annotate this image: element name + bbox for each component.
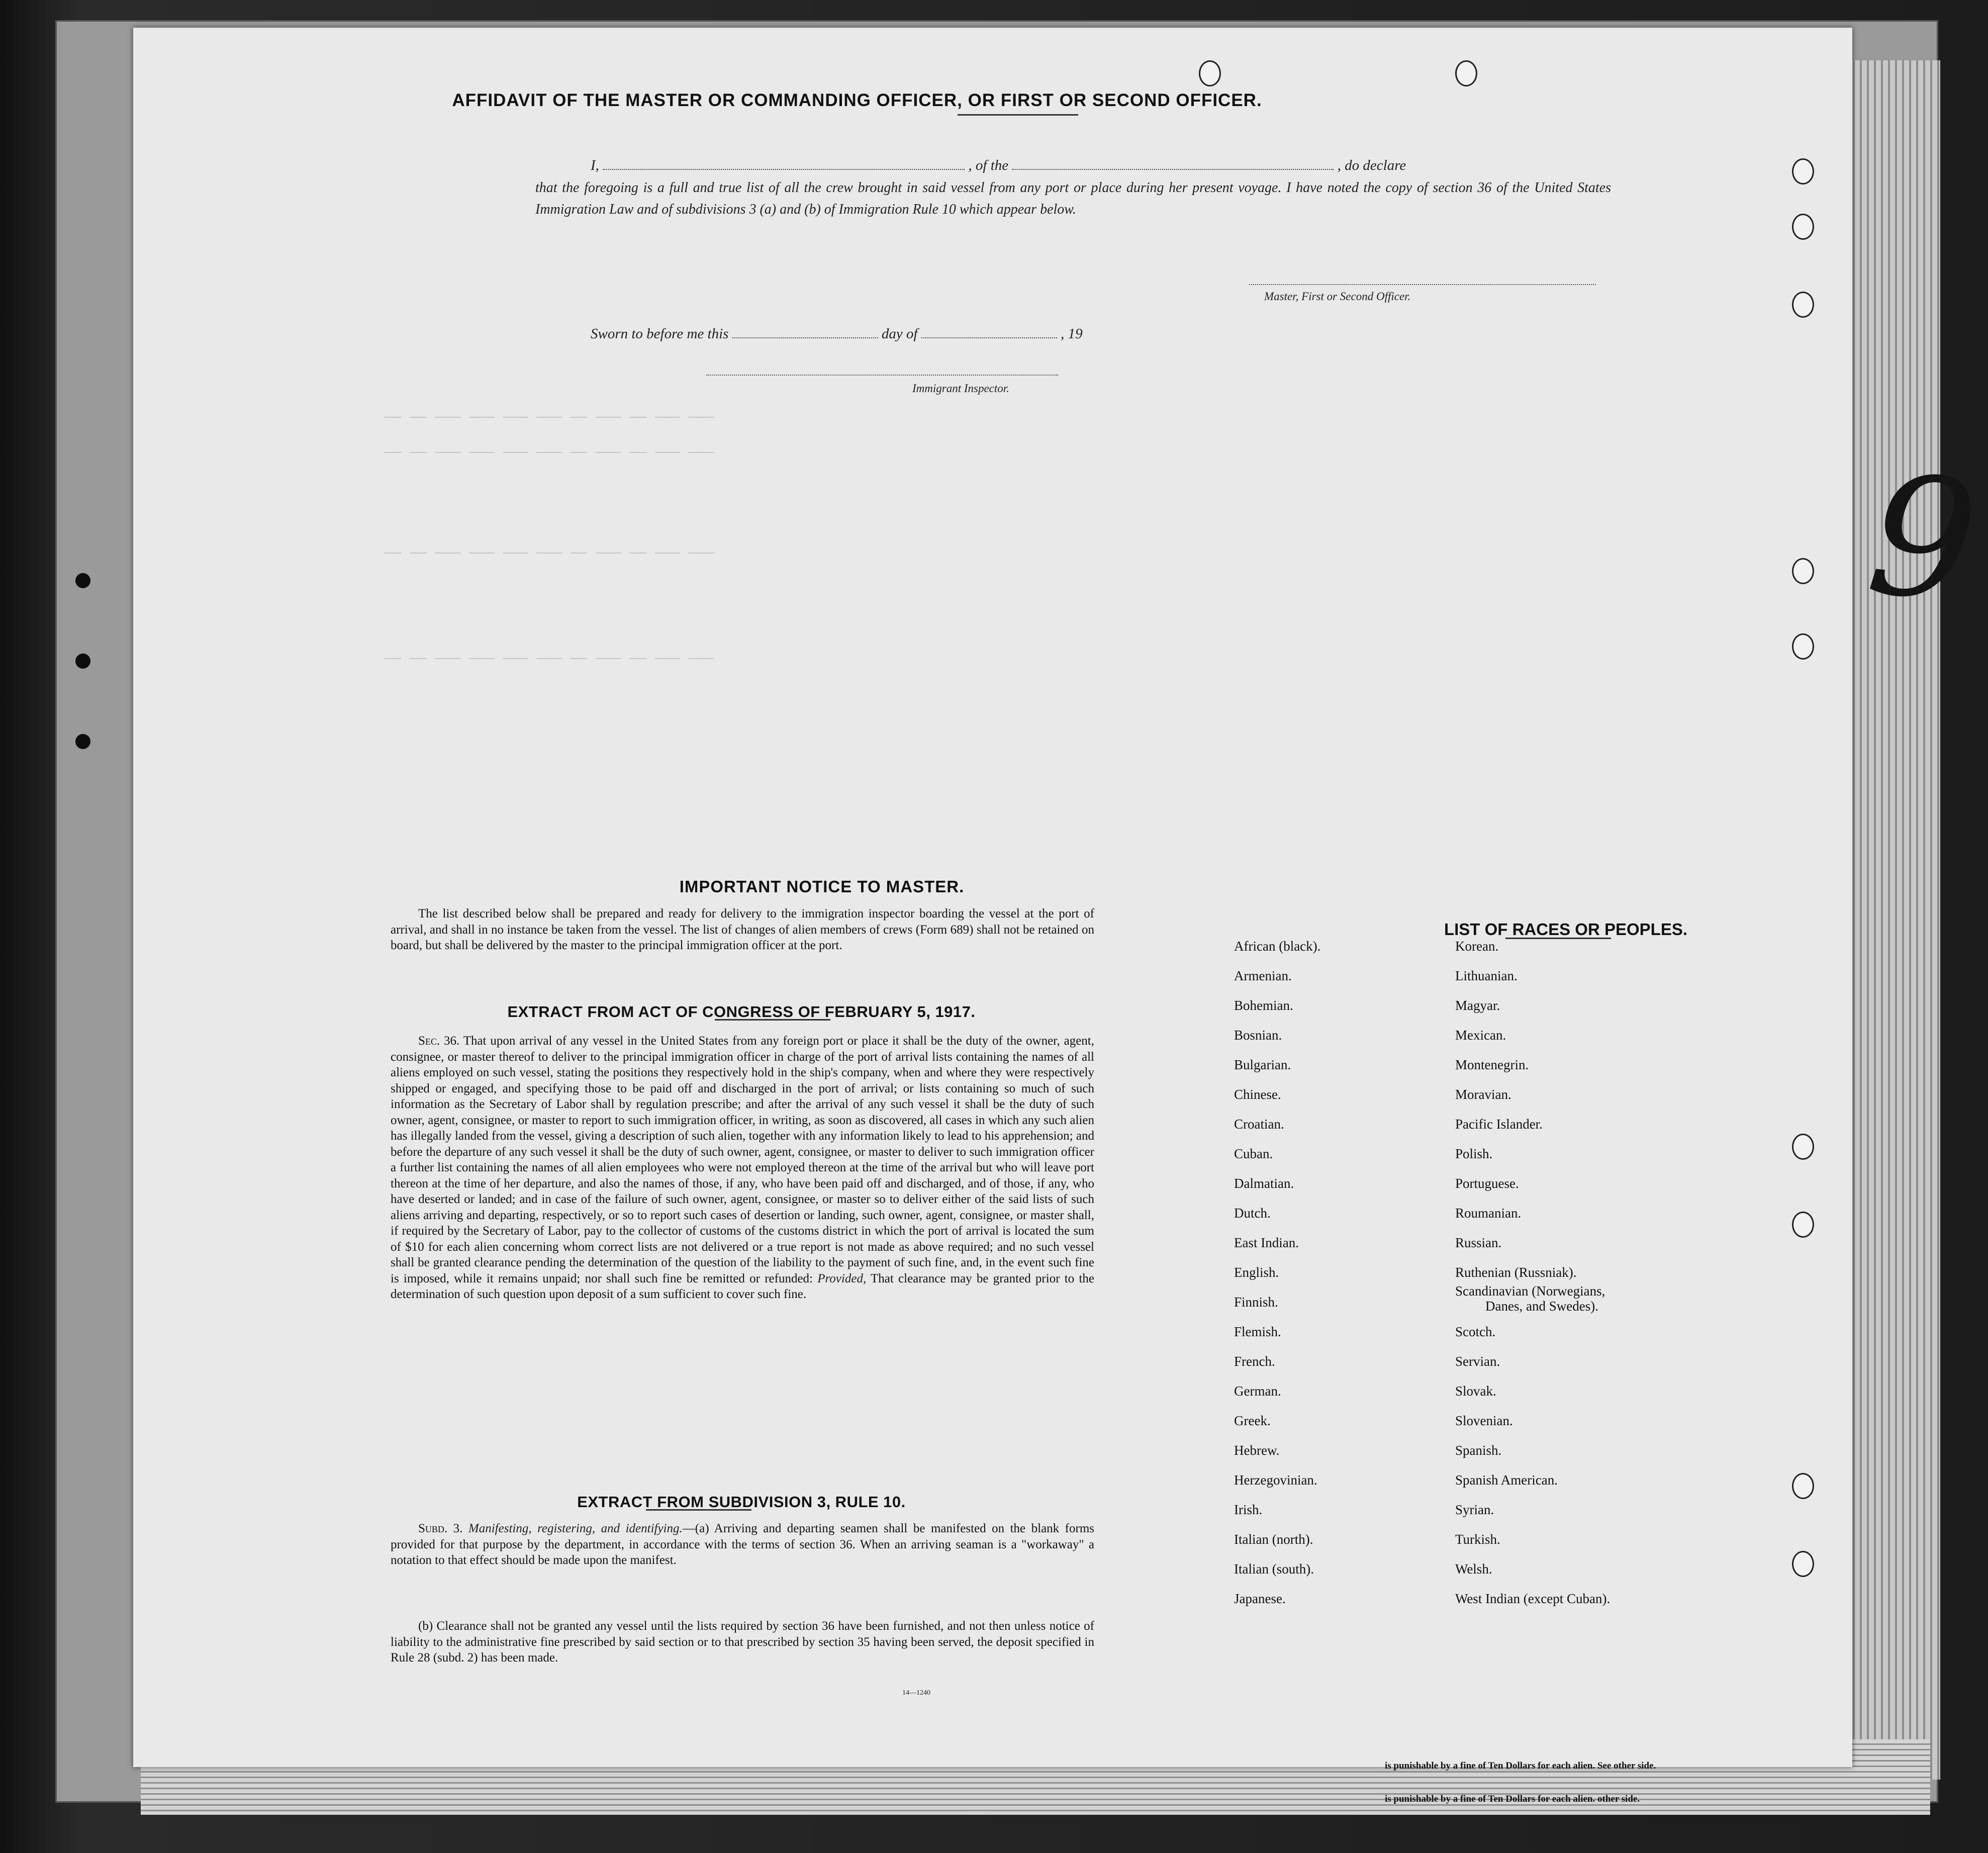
binder-hole — [75, 573, 90, 588]
binder-hole — [1792, 292, 1814, 318]
binder-hole — [1792, 1551, 1814, 1577]
binder-hole — [1455, 60, 1477, 86]
notice-body: The list described below shall be prepared and ready for delivery to the immigration inspector boarding the vessel at the port of arrival, and shall in no instance be taken from the vessel. The list of changes of alien members of crews (Form 689) shall not be retained on board, but shall be delivered by the master to the principal immigration officer at the port. — [391, 907, 1094, 952]
race-item: Italian (south). — [1234, 1561, 1314, 1577]
year-label: , 19 — [1061, 326, 1083, 342]
race-item: Bosnian. — [1234, 1028, 1282, 1043]
bleed-through-text: —— —— ——— ——— ——— ——— —— ——— —— ——— ——— — [385, 445, 714, 460]
race-item: Scandinavian (Norwegians, — [1455, 1283, 1605, 1299]
section-36-label: Sec. 36. — [418, 1034, 460, 1048]
sworn-day-field[interactable] — [732, 324, 878, 338]
signature-line[interactable] — [1249, 284, 1596, 285]
declarant-prefix: I, — [591, 157, 599, 173]
race-item: Greek. — [1234, 1413, 1271, 1428]
bleed-through-text: —— —— ——— ——— ——— ——— —— ——— —— ——— ——— — [385, 651, 714, 667]
race-item: Bulgarian. — [1234, 1057, 1291, 1072]
race-item: East Indian. — [1234, 1235, 1299, 1250]
race-item: Servian. — [1455, 1354, 1500, 1369]
subd-title: Manifesting, registering, and identifying. — [468, 1522, 683, 1535]
sworn-label: Sworn to before me this — [591, 326, 729, 342]
binder-hole — [1792, 1134, 1814, 1160]
race-item-continued: Danes, and Swedes). — [1485, 1299, 1598, 1314]
race-item: Scotch. — [1455, 1324, 1496, 1339]
race-item: Syrian. — [1455, 1502, 1494, 1517]
bottom-note: is punishable by a fine of Ten Dollars for each alien. See other side. — [1385, 1761, 1656, 1771]
declarant-name-field[interactable] — [603, 156, 965, 170]
race-item: Russian. — [1455, 1235, 1502, 1250]
race-item: Portuguese. — [1455, 1176, 1519, 1191]
inspector-label: Immigrant Inspector. — [912, 382, 1009, 395]
affidavit-body: that the foregoing is a full and true list of all the crew brought in said vessel from any port or place during her present voyage. I have noted the copy of section 36 of the United States Immigration Law and of subdivisions 3 (a) and (b) of Immigration Rule 10 which appear below. — [535, 180, 1611, 217]
race-item: Spanish American. — [1455, 1472, 1558, 1488]
form-number: 14—1240 — [902, 1689, 930, 1697]
binder-hole — [1792, 633, 1814, 660]
race-item: Dutch. — [1234, 1206, 1271, 1221]
subdivision-3b-text: (b) Clearance shall not be granted any vessel until the lists required by section 36 have been furnished, and not then unless notice of liability to the administrative fine prescribed by said section or to that prescribed by section 35 having been served, the deposit specified in Rule 28 (subd. 2) has been made. — [391, 1619, 1094, 1664]
binder-hole — [1792, 1212, 1814, 1238]
signature-label: Master, First or Second Officer. — [1264, 290, 1411, 303]
sworn-month-field[interactable] — [921, 324, 1057, 338]
subdivision-3-text — [391, 1521, 1094, 1568]
race-item: Slovak. — [1455, 1383, 1496, 1399]
race-item: Armenian. — [1234, 968, 1292, 983]
sworn-line — [591, 324, 1083, 342]
race-item: Irish. — [1234, 1502, 1263, 1517]
race-item: Moravian. — [1455, 1087, 1511, 1102]
race-item: Japanese. — [1234, 1591, 1286, 1606]
races-list-title: LIST OF RACES OR PEOPLES. — [1444, 920, 1688, 939]
race-item: Croatian. — [1234, 1117, 1284, 1132]
declare-suffix: , do declare — [1337, 157, 1406, 173]
race-item: Lithuanian. — [1455, 968, 1518, 983]
section-36-text — [391, 1033, 1094, 1303]
race-item: Ruthenian (Russniak). — [1455, 1265, 1577, 1280]
race-item: Herzegovinian. — [1234, 1472, 1317, 1488]
race-item: Montenegrin. — [1455, 1057, 1529, 1072]
affidavit-form-page — [133, 28, 1852, 1767]
binder-hole — [1792, 158, 1814, 184]
binder-hole — [75, 734, 90, 749]
races-title-rule — [1505, 938, 1611, 939]
bleed-through-text: —— —— ——— ——— ——— ——— —— ——— —— ——— ——— — [385, 410, 714, 425]
act-extract-title-rule — [715, 1019, 830, 1021]
inspector-signature-line[interactable] — [706, 375, 1058, 376]
race-item: Hebrew. — [1234, 1443, 1280, 1458]
race-item: African (black). — [1234, 939, 1321, 954]
race-item: Flemish. — [1234, 1324, 1281, 1339]
vessel-name-field[interactable] — [1012, 156, 1334, 170]
race-item: Cuban. — [1234, 1146, 1273, 1161]
binder-hole — [75, 654, 90, 669]
affidavit-title: AFFIDAVIT OF THE MASTER OR COMMANDING OFFICER, OR FIRST OR SECOND OFFICER. — [452, 90, 1262, 110]
race-item: German. — [1234, 1383, 1281, 1399]
affidavit-title-rule — [958, 114, 1078, 116]
race-item: West Indian (except Cuban). — [1455, 1591, 1611, 1606]
bleed-through-text: —— —— ——— ——— ——— ——— —— ——— —— ——— ——— — [385, 545, 714, 561]
race-item: Korean. — [1455, 939, 1499, 954]
vessel-prefix: , of the — [968, 157, 1009, 173]
subd-body: —(a) Arriving and departing seamen shall be manifested on the blank forms provided for that purpose by the department, in accordance with the terms of section 36. When an arriving seaman is a "workaway" a notation to that effect should be made upon the manifest. — [391, 1522, 1094, 1567]
binder-hole — [1792, 214, 1814, 240]
race-item: Roumanian. — [1455, 1206, 1522, 1221]
binder-hole — [1199, 60, 1221, 86]
rule-extract-title: EXTRACT FROM SUBDIVISION 3, RULE 10. — [577, 1493, 906, 1511]
declaration-line — [591, 156, 1596, 174]
binder-hole — [1792, 558, 1814, 584]
notice-title: IMPORTANT NOTICE TO MASTER. — [679, 877, 965, 896]
race-item: Turkish. — [1455, 1532, 1500, 1547]
act-extract-title: EXTRACT FROM ACT OF CONGRESS OF FEBRUARY 5, 1917. — [507, 1003, 976, 1021]
provided-label: Provided, — [817, 1271, 867, 1285]
race-item: Mexican. — [1455, 1028, 1506, 1043]
race-item: Spanish. — [1455, 1443, 1502, 1458]
race-item: Welsh. — [1455, 1561, 1492, 1577]
race-item: Slovenian. — [1455, 1413, 1513, 1428]
race-item: Finnish. — [1234, 1294, 1278, 1310]
bottom-note: is punishable by a fine of Ten Dollars for each alien. other side. — [1385, 1794, 1640, 1804]
race-item: Magyar. — [1455, 998, 1500, 1013]
race-item: Italian (north). — [1234, 1532, 1313, 1547]
race-item: Chinese. — [1234, 1087, 1281, 1102]
section-36-body: That upon arrival of any vessel in the United States from any foreign port or place it shall be the duty of the owner, agent, consignee, or master thereof to deliver to the principal immigration officer in charge of the port of arrival lists containing the names of all aliens employed on such vessel, stating the positions they respectively hold in the ship's company, when and where they were respectively shipped or engaged, and specifying those to be paid off and discharged in the port of arrival; or lists containing so much of such information as the Secretary of Labor shall by regulation prescribe; and after the arrival of any such vessel it shall be the duty of such owner, agent, consignee, or master to report to such immigration officer, in writing, as soon as discovered, all cases in which any such alien has illegally landed from the vessel, giving a description of such alien, together with any information likely to lead to his apprehension; and before the departure of any such vessel it shall be the duty of such owner, agent, consignee, or master to deliver to such immigration officer a further list containing the names of all alien employees who were not employed thereon at the time of the arrival but who will leave port thereon at the time of her departure, and also the names of those, if any, who have been paid off and discharged, and of those, if any, who have deserted or landed; and in case of the failure of such owner, agent, consignee, or master so to deliver either of the said lists of such aliens arriving and departing, respectively, or so to report such cases of desertion or landing, such owner, agent, consignee, or master shall, if required by the Secretary of Labor, pay to the collector of customs of the customs district in which the port of arrival is located the sum of $10 for each alien concerning whom correct lists are not delivered or a true report is not made as above required; and no such vessel shall be granted clearance pending the determination of the question of the liability to the payment of such fine, and, in the event such fine is imposed, while it remains unpaid; nor shall such fine be remitted or refunded: — [391, 1034, 1094, 1285]
race-item: Pacific Islander. — [1455, 1117, 1543, 1132]
race-item: Polish. — [1455, 1146, 1493, 1161]
binder-hole — [1792, 1473, 1814, 1499]
race-item: French. — [1234, 1354, 1275, 1369]
day-of-label: day of — [881, 326, 918, 342]
race-item: English. — [1234, 1265, 1279, 1280]
race-item: Dalmatian. — [1234, 1176, 1294, 1191]
subd-label: Subd. 3. — [418, 1522, 463, 1535]
race-item: Bohemian. — [1234, 998, 1293, 1013]
provided-body: That clearance may be granted prior to the determination of such question upon deposit of a sum sufficient to cover such fine. — [391, 1271, 1094, 1301]
handwritten-page-number: 9 — [1860, 437, 1985, 640]
rule-extract-title-rule — [646, 1509, 751, 1511]
